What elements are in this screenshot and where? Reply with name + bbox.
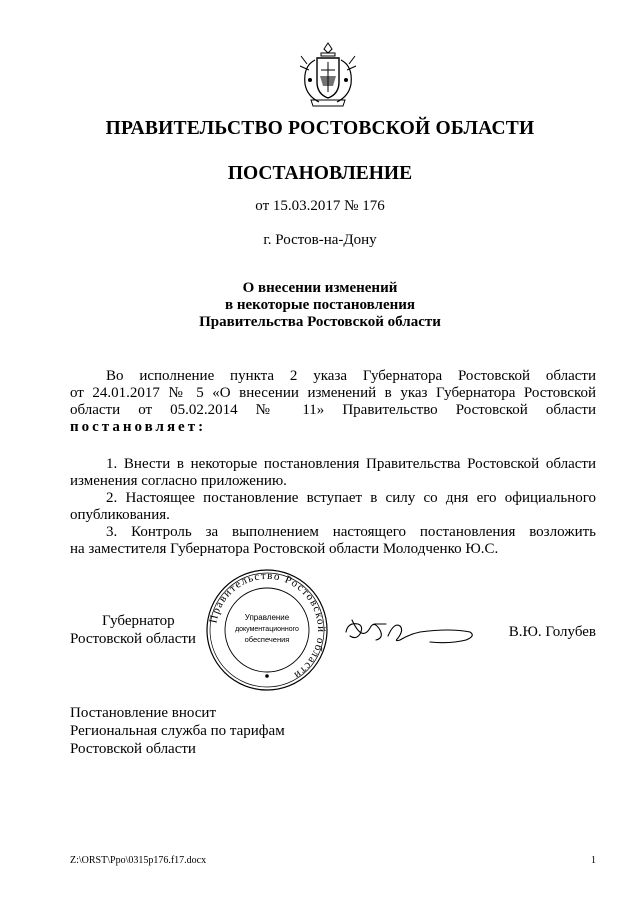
stamp-ring-text: Правительство Ростовской области — [207, 569, 328, 682]
official-stamp — [205, 568, 329, 692]
sender-line: Региональная служба по тарифам — [70, 723, 285, 739]
sender-line: Постановление вносит — [70, 705, 217, 721]
subject-line: Правительства Ростовской области — [199, 314, 441, 330]
stamp-center-line: документационного — [235, 626, 299, 633]
resolves-word: постановляет: — [70, 419, 207, 435]
item-3-line: на заместителя Губернатора Ростовской области Молодченко Ю.С. — [70, 541, 499, 557]
subject-line: в некоторые постановления — [224, 297, 416, 313]
page-number: 1 — [591, 855, 596, 866]
document-date-number: от 15.03.2017 № 176 — [255, 198, 385, 214]
signer-name: В.Ю. Голубев — [508, 624, 596, 640]
coat-of-arms-emblem — [297, 40, 359, 110]
signatory-title — [70, 612, 196, 648]
preamble-line: области от 05.02.2014 № 11» Правительство Ростовской области — [70, 402, 596, 418]
stamp-center-line: обеспечения — [244, 635, 290, 644]
item-2-line: опубликования. — [70, 507, 170, 523]
stamp-center-line: Управление — [244, 613, 290, 622]
item-3-line: 3. Контроль за выполнением настоящего постановления возложить — [106, 524, 596, 540]
signatory-title-line: Губернатор — [102, 613, 175, 629]
item-1-line: изменения согласно приложению. — [70, 473, 287, 489]
organization-title: ПРАВИТЕЛЬСТВО РОСТОВСКОЙ ОБЛАСТИ — [105, 118, 535, 139]
document-type-heading: ПОСТАНОВЛЕНИЕ — [227, 163, 413, 184]
file-path-footer: Z:\ORST\Ppo\0315p176.f17.docx — [70, 855, 207, 866]
subject-line: О внесении изменений — [242, 280, 398, 296]
preamble-line: от 24.01.2017 № 5 «О внесении изменений в указ Губернатора Ростовской — [70, 385, 596, 401]
submitted-by-block — [70, 704, 285, 758]
handwritten-signature — [340, 612, 480, 652]
document-subject — [0, 280, 640, 331]
resolution-items — [70, 456, 596, 558]
preamble-paragraph — [70, 368, 596, 436]
item-1-line: 1. Внести в некоторые постановления Правительства Ростовской области — [106, 456, 596, 472]
preamble-line: Во исполнение пункта 2 указа Губернатора Ростовской области — [106, 368, 596, 384]
document-city: г. Ростов-на-Дону — [263, 232, 377, 248]
sender-line: Ростовской области — [70, 741, 196, 757]
signatory-title-line: Ростовской области — [70, 631, 196, 647]
item-2-line: 2. Настоящее постановление вступает в силу со дня его официального — [106, 490, 596, 506]
